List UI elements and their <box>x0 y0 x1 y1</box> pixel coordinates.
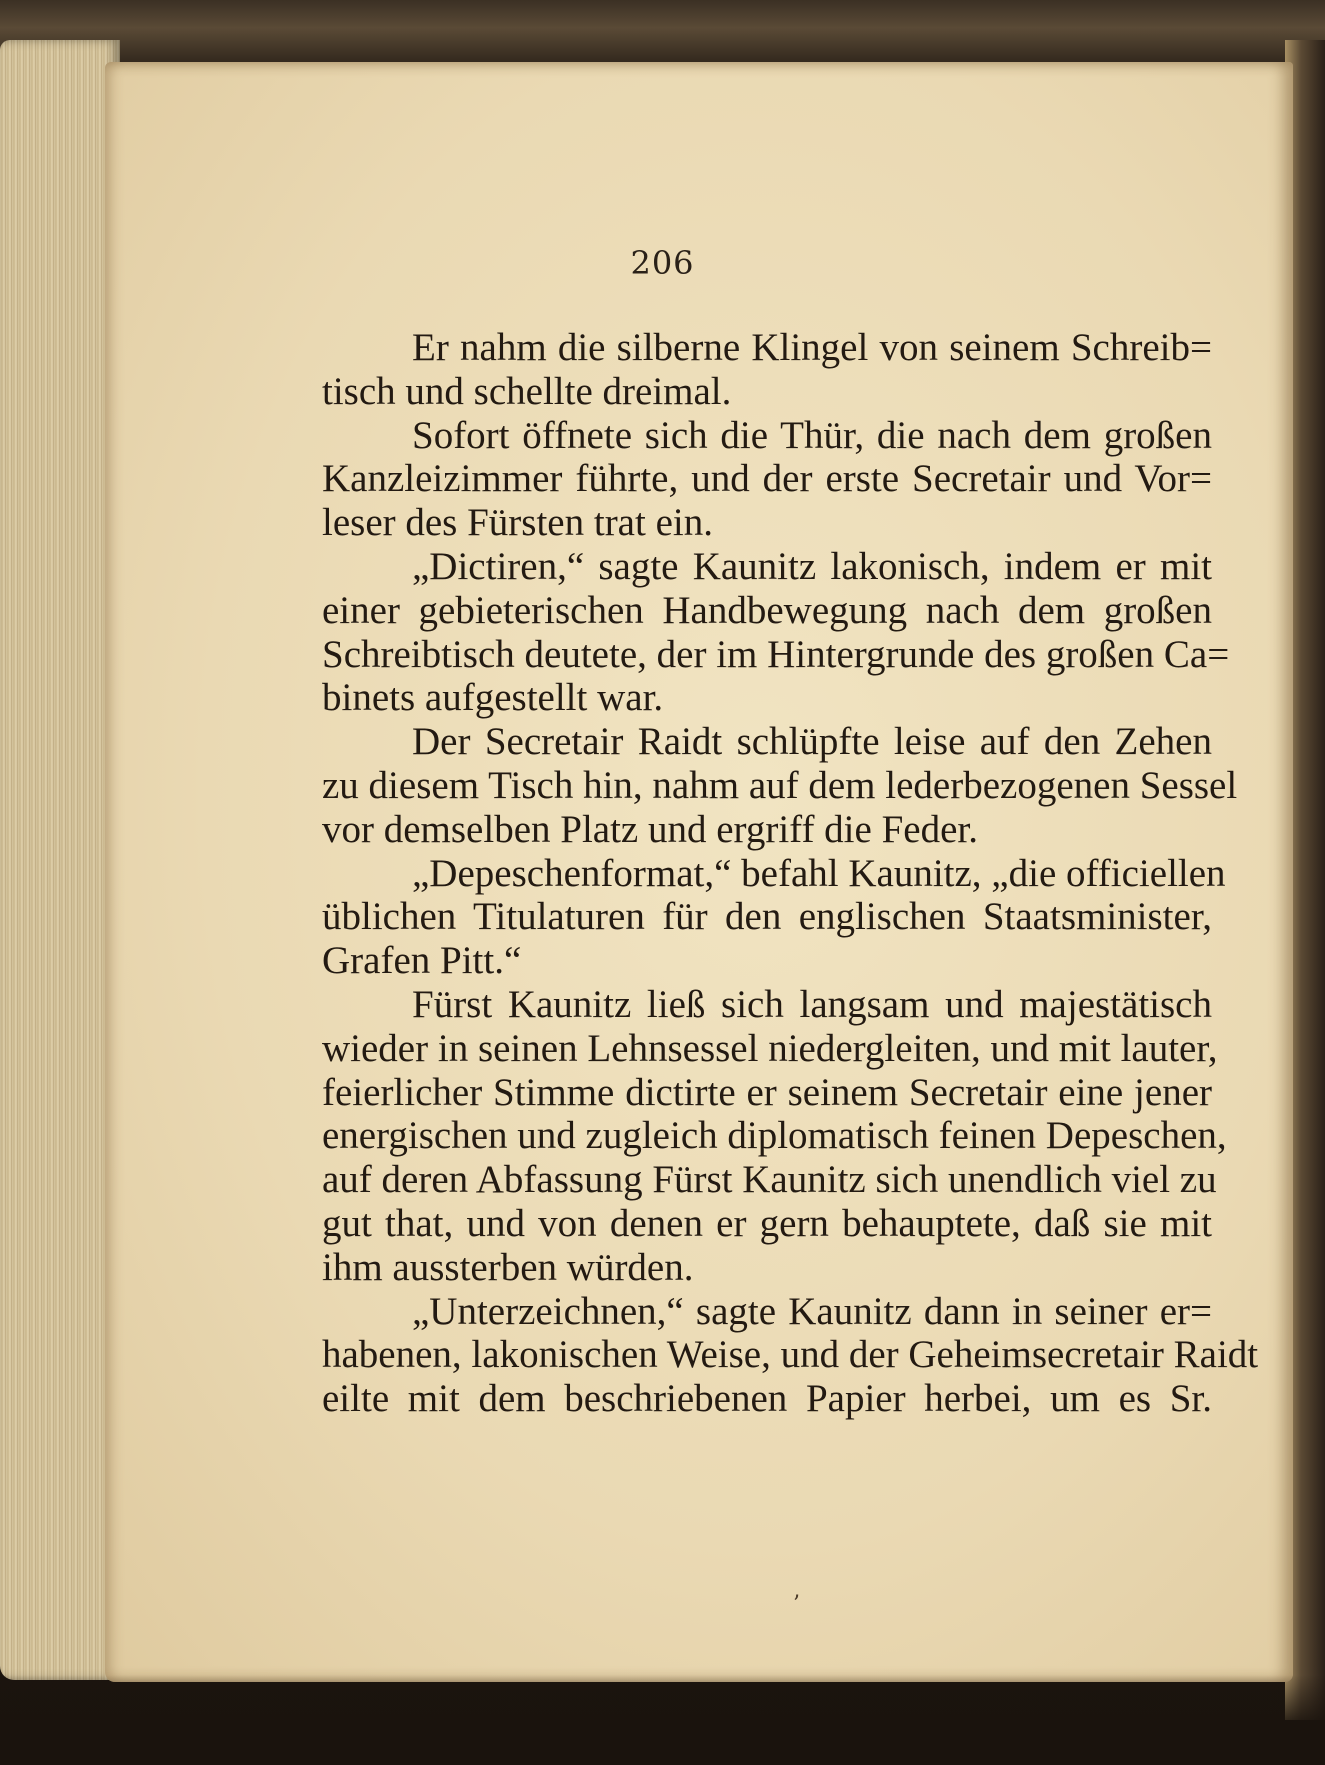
page-number: 206 <box>630 244 695 282</box>
text-line: eilte mit dem beschriebenen Papier herbei, um es Sr. <box>322 1377 1212 1421</box>
text-line: zu diesem Tisch hin, nahm auf dem lederbezogenen Sessel <box>322 763 1238 807</box>
text-line: Schreibtisch deutete, der im Hintergrunde des großen Ca= <box>322 632 1230 676</box>
text-line: leser des Fürsten trat ein. <box>322 501 713 545</box>
book-bottom-edge <box>0 1675 1325 1765</box>
page-text <box>322 326 1259 1421</box>
text-line: Der Secretair Raidt schlüpfte leise auf den Zehen <box>412 720 1212 764</box>
text-line: Kanzleizimmer führte, und der erste Secretair und Vor= <box>322 457 1212 501</box>
text-line: gut that, und von denen er gern behauptete, daß sie mit <box>322 1201 1212 1245</box>
text-line: energischen und zugleich diplomatisch feinen Depeschen, <box>322 1114 1227 1158</box>
text-line: Grafen Pitt.“ <box>322 939 522 983</box>
text-line: „Depeschenformat,“ befahl Kaunitz, „die officiellen <box>412 851 1226 895</box>
text-line: habenen, lakonischen Weise, und der Geheimsecretair Raidt <box>322 1333 1259 1377</box>
text-line: ihm aussterben würden. <box>322 1245 694 1289</box>
text-line: vor demselben Platz und ergriff die Feder. <box>322 807 978 851</box>
text-line: einer gebieterischen Handbewegung nach dem großen <box>322 588 1212 632</box>
text-line: tisch und schellte dreimal. <box>322 369 732 413</box>
text-line: feierlicher Stimme dictirte er seinem Secretair eine jener <box>322 1070 1212 1114</box>
text-line: wieder in seinen Lehnsessel niedergleiten, und mit lauter, <box>322 1026 1218 1070</box>
text-line: binets aufgestellt war. <box>322 676 664 720</box>
text-line: „Unterzeichnen,“ sagte Kaunitz dann in seiner er= <box>412 1289 1212 1333</box>
bottom-mark: ’ <box>793 1592 800 1617</box>
text-line: Er nahm die silberne Klingel von seinem Schreib= <box>412 326 1212 369</box>
text-line: auf deren Abfassung Fürst Kaunitz sich unendlich viel zu <box>322 1158 1217 1202</box>
page-stack <box>0 40 120 1680</box>
book-top-edge <box>0 0 1325 70</box>
text-line: Sofort öffnete sich die Thür, die nach dem großen <box>412 413 1212 457</box>
text-line: „Dictiren,“ sagte Kaunitz lakonisch, indem er mit <box>412 544 1212 588</box>
text-line: üblichen Titulaturen für den englischen Staatsminister, <box>322 895 1212 939</box>
text-line: Fürst Kaunitz ließ sich langsam und majestätisch <box>412 982 1212 1026</box>
